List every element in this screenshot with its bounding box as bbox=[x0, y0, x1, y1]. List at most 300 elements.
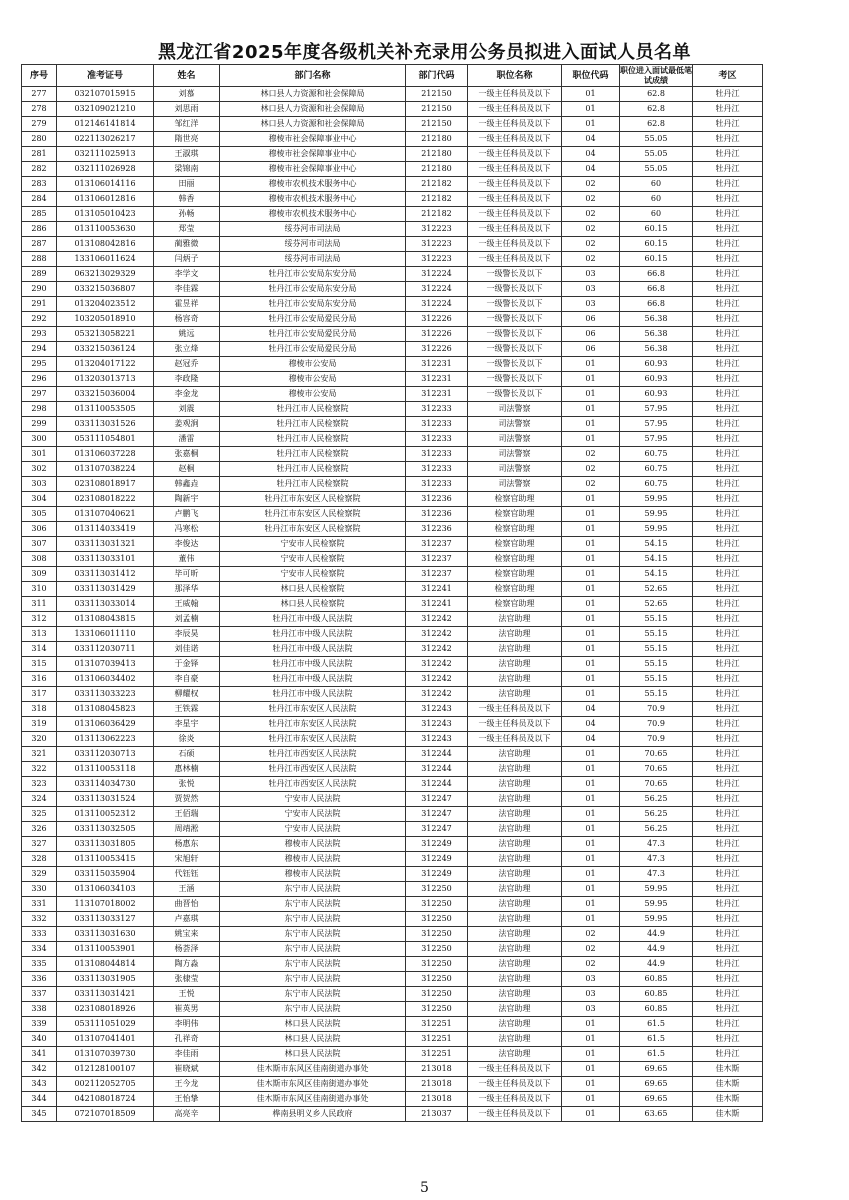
cell-position-name: 一级主任科员及以下 bbox=[468, 732, 562, 747]
cell-dept-name: 牡丹江市中级人民法院 bbox=[220, 642, 406, 657]
cell-ticket: 013106037228 bbox=[57, 447, 154, 462]
cell-name: 赵桐 bbox=[154, 462, 220, 477]
table-row bbox=[22, 492, 763, 507]
cell-dept-code: 312237 bbox=[406, 567, 468, 582]
cell-position-name: 法官助理 bbox=[468, 1032, 562, 1047]
cell-min-score: 60.85 bbox=[620, 972, 693, 987]
table-row bbox=[22, 597, 763, 612]
cell-dept-name: 牡丹江市西安区人民法院 bbox=[220, 777, 406, 792]
cell-dept-code: 312251 bbox=[406, 1032, 468, 1047]
cell-name: 李佳雨 bbox=[154, 1047, 220, 1062]
cell-region: 牡丹江 bbox=[693, 357, 763, 372]
page-title: 黑龙江省2025年度各级机关补充录用公务员拟进入面试人员名单 bbox=[157, 42, 692, 63]
cell-min-score: 47.3 bbox=[620, 852, 693, 867]
table-row bbox=[22, 387, 763, 402]
table-row bbox=[22, 1047, 763, 1062]
cell-seq: 293 bbox=[22, 327, 57, 342]
cell-position-code: 04 bbox=[562, 717, 620, 732]
cell-seq: 343 bbox=[22, 1077, 57, 1092]
cell-name: 张棣莹 bbox=[154, 972, 220, 987]
cell-ticket: 053111054801 bbox=[57, 432, 154, 447]
cell-position-name: 法官助理 bbox=[468, 672, 562, 687]
cell-ticket: 113107018002 bbox=[57, 897, 154, 912]
cell-region: 牡丹江 bbox=[693, 732, 763, 747]
cell-seq: 294 bbox=[22, 342, 57, 357]
cell-dept-name: 牡丹江市人民检察院 bbox=[220, 417, 406, 432]
cell-seq: 345 bbox=[22, 1107, 57, 1122]
cell-min-score: 61.5 bbox=[620, 1032, 693, 1047]
table-row bbox=[22, 627, 763, 642]
cell-dept-code: 212150 bbox=[406, 87, 468, 102]
cell-seq: 301 bbox=[22, 447, 57, 462]
cell-min-score: 44.9 bbox=[620, 942, 693, 957]
cell-position-code: 01 bbox=[562, 837, 620, 852]
cell-name: 隋世亮 bbox=[154, 132, 220, 147]
cell-position-code: 01 bbox=[562, 627, 620, 642]
cell-min-score: 61.5 bbox=[620, 1017, 693, 1032]
cell-ticket: 033215036807 bbox=[57, 282, 154, 297]
cell-name: 刘佳诺 bbox=[154, 642, 220, 657]
cell-position-code: 01 bbox=[562, 507, 620, 522]
cell-dept-code: 312242 bbox=[406, 657, 468, 672]
cell-dept-code: 212150 bbox=[406, 102, 468, 117]
cell-min-score: 60.93 bbox=[620, 372, 693, 387]
cell-ticket: 033215036004 bbox=[57, 387, 154, 402]
cell-position-name: 一级主任科员及以下 bbox=[468, 147, 562, 162]
table-row bbox=[22, 642, 763, 657]
cell-position-code: 01 bbox=[562, 777, 620, 792]
table-body bbox=[22, 87, 763, 1122]
table-row bbox=[22, 342, 763, 357]
cell-name: 陶方淼 bbox=[154, 957, 220, 972]
cell-min-score: 63.65 bbox=[620, 1107, 693, 1122]
cell-position-code: 04 bbox=[562, 702, 620, 717]
cell-dept-name: 牡丹江市西安区人民法院 bbox=[220, 747, 406, 762]
cell-position-code: 01 bbox=[562, 912, 620, 927]
cell-name: 王佰瑞 bbox=[154, 807, 220, 822]
cell-dept-name: 宁安市人民检察院 bbox=[220, 552, 406, 567]
cell-position-code: 01 bbox=[562, 417, 620, 432]
cell-min-score: 66.8 bbox=[620, 282, 693, 297]
cell-region: 牡丹江 bbox=[693, 582, 763, 597]
cell-region: 牡丹江 bbox=[693, 417, 763, 432]
cell-dept-name: 东宁市人民法院 bbox=[220, 957, 406, 972]
cell-position-code: 01 bbox=[562, 747, 620, 762]
cell-position-code: 02 bbox=[562, 942, 620, 957]
cell-region: 牡丹江 bbox=[693, 957, 763, 972]
cell-min-score: 54.15 bbox=[620, 537, 693, 552]
cell-region: 佳木斯 bbox=[693, 1107, 763, 1122]
cell-region: 牡丹江 bbox=[693, 537, 763, 552]
cell-seq: 337 bbox=[22, 987, 57, 1002]
table-row bbox=[22, 867, 763, 882]
cell-dept-name: 穆棱市人民法院 bbox=[220, 837, 406, 852]
cell-dept-name: 牡丹江市公安局东安分局 bbox=[220, 282, 406, 297]
cell-dept-name: 绥芬河市司法局 bbox=[220, 252, 406, 267]
cell-name: 张嘉桐 bbox=[154, 447, 220, 462]
cell-position-name: 一级主任科员及以下 bbox=[468, 702, 562, 717]
cell-name: 李俊达 bbox=[154, 537, 220, 552]
cell-position-name: 一级主任科员及以下 bbox=[468, 717, 562, 732]
cell-dept-code: 312241 bbox=[406, 582, 468, 597]
cell-min-score: 54.15 bbox=[620, 567, 693, 582]
cell-position-name: 法官助理 bbox=[468, 762, 562, 777]
cell-position-code: 01 bbox=[562, 357, 620, 372]
cell-dept-code: 312231 bbox=[406, 387, 468, 402]
cell-dept-name: 林口县人民法院 bbox=[220, 1047, 406, 1062]
cell-position-code: 01 bbox=[562, 792, 620, 807]
cell-dept-name: 佳木斯市东风区佳南街道办事处 bbox=[220, 1062, 406, 1077]
cell-seq: 339 bbox=[22, 1017, 57, 1032]
cell-min-score: 56.38 bbox=[620, 327, 693, 342]
cell-region: 牡丹江 bbox=[693, 282, 763, 297]
cell-position-name: 法官助理 bbox=[468, 867, 562, 882]
table-header-row bbox=[22, 65, 763, 87]
cell-dept-name: 牡丹江市中级人民法院 bbox=[220, 612, 406, 627]
cell-dept-code: 213018 bbox=[406, 1092, 468, 1107]
cell-region: 牡丹江 bbox=[693, 702, 763, 717]
table-row bbox=[22, 987, 763, 1002]
cell-position-name: 法官助理 bbox=[468, 1047, 562, 1062]
cell-seq: 297 bbox=[22, 387, 57, 402]
cell-dept-name: 林口县人民检察院 bbox=[220, 597, 406, 612]
cell-dept-name: 东宁市人民法院 bbox=[220, 1002, 406, 1017]
cell-min-score: 59.95 bbox=[620, 882, 693, 897]
cell-ticket: 013108044814 bbox=[57, 957, 154, 972]
cell-position-code: 02 bbox=[562, 192, 620, 207]
cell-min-score: 55.15 bbox=[620, 612, 693, 627]
cell-seq: 305 bbox=[22, 507, 57, 522]
cell-position-code: 01 bbox=[562, 1107, 620, 1122]
cell-dept-name: 牡丹江市东安区人民检察院 bbox=[220, 522, 406, 537]
cell-name: 王淑琪 bbox=[154, 147, 220, 162]
cell-min-score: 61.5 bbox=[620, 1047, 693, 1062]
cell-dept-name: 牡丹江市中级人民法院 bbox=[220, 657, 406, 672]
cell-region: 牡丹江 bbox=[693, 1017, 763, 1032]
cell-min-score: 62.8 bbox=[620, 102, 693, 117]
cell-name: 刘震 bbox=[154, 402, 220, 417]
table-row bbox=[22, 237, 763, 252]
table-row bbox=[22, 207, 763, 222]
cell-ticket: 013106014116 bbox=[57, 177, 154, 192]
cell-position-name: 司法警察 bbox=[468, 432, 562, 447]
table-row bbox=[22, 762, 763, 777]
table-row bbox=[22, 1002, 763, 1017]
cell-region: 牡丹江 bbox=[693, 132, 763, 147]
cell-position-name: 司法警察 bbox=[468, 447, 562, 462]
cell-region: 牡丹江 bbox=[693, 627, 763, 642]
cell-dept-code: 312233 bbox=[406, 462, 468, 477]
cell-region: 牡丹江 bbox=[693, 912, 763, 927]
cell-ticket: 013107039730 bbox=[57, 1047, 154, 1062]
cell-min-score: 55.15 bbox=[620, 687, 693, 702]
cell-region: 牡丹江 bbox=[693, 297, 763, 312]
table-row bbox=[22, 717, 763, 732]
cell-region: 牡丹江 bbox=[693, 387, 763, 402]
cell-name: 李星宇 bbox=[154, 717, 220, 732]
table-row bbox=[22, 192, 763, 207]
cell-ticket: 013110052312 bbox=[57, 807, 154, 822]
cell-region: 牡丹江 bbox=[693, 312, 763, 327]
cell-seq: 340 bbox=[22, 1032, 57, 1047]
cell-position-code: 01 bbox=[562, 882, 620, 897]
cell-position-name: 法官助理 bbox=[468, 852, 562, 867]
cell-dept-code: 312236 bbox=[406, 507, 468, 522]
cell-min-score: 55.15 bbox=[620, 657, 693, 672]
cell-position-code: 02 bbox=[562, 237, 620, 252]
cell-dept-code: 312250 bbox=[406, 957, 468, 972]
cell-region: 牡丹江 bbox=[693, 552, 763, 567]
cell-seq: 278 bbox=[22, 102, 57, 117]
cell-position-code: 02 bbox=[562, 222, 620, 237]
cell-dept-name: 牡丹江市公安局爱民分局 bbox=[220, 342, 406, 357]
cell-ticket: 013106034402 bbox=[57, 672, 154, 687]
cell-position-name: 法官助理 bbox=[468, 657, 562, 672]
cell-min-score: 55.15 bbox=[620, 642, 693, 657]
table-row bbox=[22, 372, 763, 387]
cell-seq: 327 bbox=[22, 837, 57, 852]
cell-dept-name: 穆棱市社会保障事业中心 bbox=[220, 132, 406, 147]
cell-position-code: 06 bbox=[562, 327, 620, 342]
cell-min-score: 56.25 bbox=[620, 792, 693, 807]
cell-region: 牡丹江 bbox=[693, 942, 763, 957]
cell-position-code: 06 bbox=[562, 312, 620, 327]
table-row bbox=[22, 747, 763, 762]
cell-region: 牡丹江 bbox=[693, 1002, 763, 1017]
cell-dept-name: 穆棱市公安局 bbox=[220, 372, 406, 387]
cell-region: 牡丹江 bbox=[693, 507, 763, 522]
cell-seq: 333 bbox=[22, 927, 57, 942]
cell-seq: 284 bbox=[22, 192, 57, 207]
cell-position-name: 法官助理 bbox=[468, 1017, 562, 1032]
cell-region: 牡丹江 bbox=[693, 657, 763, 672]
cell-position-name: 法官助理 bbox=[468, 687, 562, 702]
cell-position-code: 01 bbox=[562, 672, 620, 687]
cell-dept-code: 312249 bbox=[406, 867, 468, 882]
cell-dept-code: 312242 bbox=[406, 627, 468, 642]
cell-seq: 290 bbox=[22, 282, 57, 297]
table-row bbox=[22, 87, 763, 102]
table-row bbox=[22, 942, 763, 957]
cell-ticket: 032111026928 bbox=[57, 162, 154, 177]
cell-name: 姚远 bbox=[154, 327, 220, 342]
cell-ticket: 013110053505 bbox=[57, 402, 154, 417]
cell-dept-name: 牡丹江市东安区人民法院 bbox=[220, 732, 406, 747]
cell-min-score: 69.65 bbox=[620, 1077, 693, 1092]
cell-position-name: 法官助理 bbox=[468, 807, 562, 822]
cell-min-score: 60.75 bbox=[620, 447, 693, 462]
cell-dept-name: 东宁市人民法院 bbox=[220, 912, 406, 927]
cell-name: 张立烽 bbox=[154, 342, 220, 357]
cell-min-score: 69.65 bbox=[620, 1092, 693, 1107]
cell-ticket: 033113031429 bbox=[57, 582, 154, 597]
cell-dept-code: 212180 bbox=[406, 147, 468, 162]
cell-dept-code: 312223 bbox=[406, 252, 468, 267]
cell-dept-name: 东宁市人民法院 bbox=[220, 897, 406, 912]
cell-seq: 309 bbox=[22, 567, 57, 582]
cell-dept-name: 宁安市人民法院 bbox=[220, 807, 406, 822]
cell-min-score: 62.8 bbox=[620, 87, 693, 102]
table-row bbox=[22, 177, 763, 192]
cell-position-name: 法官助理 bbox=[468, 912, 562, 927]
cell-ticket: 033113033127 bbox=[57, 912, 154, 927]
cell-seq: 319 bbox=[22, 717, 57, 732]
cell-name: 王威翰 bbox=[154, 597, 220, 612]
cell-dept-name: 绥芬河市司法局 bbox=[220, 237, 406, 252]
cell-ticket: 033113031412 bbox=[57, 567, 154, 582]
table-row bbox=[22, 402, 763, 417]
cell-position-code: 01 bbox=[562, 852, 620, 867]
cell-position-name: 一级警长及以下 bbox=[468, 267, 562, 282]
cell-min-score: 55.15 bbox=[620, 627, 693, 642]
cell-position-name: 检察官助理 bbox=[468, 552, 562, 567]
cell-dept-name: 牡丹江市中级人民法院 bbox=[220, 687, 406, 702]
cell-name: 韩鑫垚 bbox=[154, 477, 220, 492]
cell-name: 赵冠乔 bbox=[154, 357, 220, 372]
cell-ticket: 013110053630 bbox=[57, 222, 154, 237]
cell-position-code: 01 bbox=[562, 537, 620, 552]
cell-position-code: 02 bbox=[562, 957, 620, 972]
cell-region: 牡丹江 bbox=[693, 777, 763, 792]
cell-dept-code: 312233 bbox=[406, 432, 468, 447]
cell-ticket: 033113031805 bbox=[57, 837, 154, 852]
cell-min-score: 54.15 bbox=[620, 552, 693, 567]
cell-position-name: 一级主任科员及以下 bbox=[468, 222, 562, 237]
cell-min-score: 56.25 bbox=[620, 807, 693, 822]
cell-ticket: 032107015915 bbox=[57, 87, 154, 102]
cell-ticket: 013110053901 bbox=[57, 942, 154, 957]
cell-position-name: 法官助理 bbox=[468, 882, 562, 897]
cell-min-score: 70.65 bbox=[620, 777, 693, 792]
cell-region: 牡丹江 bbox=[693, 432, 763, 447]
cell-position-name: 法官助理 bbox=[468, 612, 562, 627]
cell-min-score: 70.65 bbox=[620, 762, 693, 777]
cell-position-code: 02 bbox=[562, 462, 620, 477]
cell-dept-code: 312236 bbox=[406, 522, 468, 537]
cell-seq: 277 bbox=[22, 87, 57, 102]
cell-position-name: 法官助理 bbox=[468, 792, 562, 807]
cell-dept-code: 312233 bbox=[406, 477, 468, 492]
cell-position-code: 01 bbox=[562, 642, 620, 657]
col-header-name: 姓名 bbox=[154, 65, 220, 87]
cell-min-score: 66.8 bbox=[620, 267, 693, 282]
cell-name: 韩香 bbox=[154, 192, 220, 207]
cell-position-name: 检察官助理 bbox=[468, 597, 562, 612]
cell-ticket: 013106034103 bbox=[57, 882, 154, 897]
cell-dept-code: 312237 bbox=[406, 537, 468, 552]
cell-name: 田丽 bbox=[154, 177, 220, 192]
cell-dept-name: 牡丹江市中级人民法院 bbox=[220, 627, 406, 642]
cell-position-code: 03 bbox=[562, 987, 620, 1002]
cell-min-score: 60 bbox=[620, 207, 693, 222]
cell-min-score: 56.25 bbox=[620, 822, 693, 837]
cell-name: 王悦 bbox=[154, 987, 220, 1002]
cell-seq: 279 bbox=[22, 117, 57, 132]
cell-dept-name: 牡丹江市公安局东安分局 bbox=[220, 267, 406, 282]
cell-position-name: 法官助理 bbox=[468, 627, 562, 642]
cell-dept-code: 212182 bbox=[406, 192, 468, 207]
cell-min-score: 56.38 bbox=[620, 312, 693, 327]
table-row bbox=[22, 822, 763, 837]
cell-dept-code: 312244 bbox=[406, 777, 468, 792]
cell-seq: 281 bbox=[22, 147, 57, 162]
table-row bbox=[22, 312, 763, 327]
cell-region: 牡丹江 bbox=[693, 252, 763, 267]
cell-seq: 287 bbox=[22, 237, 57, 252]
cell-dept-code: 312250 bbox=[406, 972, 468, 987]
cell-region: 牡丹江 bbox=[693, 162, 763, 177]
cell-dept-name: 牡丹江市中级人民法院 bbox=[220, 672, 406, 687]
cell-region: 牡丹江 bbox=[693, 477, 763, 492]
cell-position-code: 01 bbox=[562, 492, 620, 507]
cell-name: 那泽华 bbox=[154, 582, 220, 597]
cell-seq: 321 bbox=[22, 747, 57, 762]
cell-ticket: 033114034730 bbox=[57, 777, 154, 792]
cell-min-score: 59.95 bbox=[620, 492, 693, 507]
cell-ticket: 013114033419 bbox=[57, 522, 154, 537]
cell-ticket: 053111051029 bbox=[57, 1017, 154, 1032]
cell-position-name: 检察官助理 bbox=[468, 537, 562, 552]
cell-seq: 336 bbox=[22, 972, 57, 987]
cell-dept-code: 312250 bbox=[406, 912, 468, 927]
cell-seq: 289 bbox=[22, 267, 57, 282]
cell-region: 牡丹江 bbox=[693, 837, 763, 852]
cell-position-name: 法官助理 bbox=[468, 987, 562, 1002]
cell-dept-name: 林口县人民检察院 bbox=[220, 582, 406, 597]
cell-ticket: 033113031526 bbox=[57, 417, 154, 432]
cell-position-name: 一级主任科员及以下 bbox=[468, 162, 562, 177]
cell-dept-code: 312243 bbox=[406, 702, 468, 717]
cell-ticket: 013204023512 bbox=[57, 297, 154, 312]
col-header-dept-code: 部门代码 bbox=[406, 65, 468, 87]
cell-seq: 291 bbox=[22, 297, 57, 312]
cell-region: 牡丹江 bbox=[693, 567, 763, 582]
cell-min-score: 59.95 bbox=[620, 507, 693, 522]
cell-ticket: 013107039413 bbox=[57, 657, 154, 672]
cell-dept-name: 牡丹江市人民检察院 bbox=[220, 432, 406, 447]
table-row bbox=[22, 1062, 763, 1077]
cell-seq: 303 bbox=[22, 477, 57, 492]
cell-min-score: 55.05 bbox=[620, 162, 693, 177]
cell-dept-code: 312223 bbox=[406, 222, 468, 237]
cell-ticket: 013108042816 bbox=[57, 237, 154, 252]
cell-min-score: 55.05 bbox=[620, 147, 693, 162]
cell-dept-name: 宁安市人民检察院 bbox=[220, 567, 406, 582]
table-row bbox=[22, 852, 763, 867]
cell-position-name: 法官助理 bbox=[468, 897, 562, 912]
cell-name: 刘思雨 bbox=[154, 102, 220, 117]
cell-dept-name: 佳木斯市东风区佳南街道办事处 bbox=[220, 1077, 406, 1092]
cell-region: 牡丹江 bbox=[693, 927, 763, 942]
cell-dept-code: 312251 bbox=[406, 1017, 468, 1032]
cell-position-code: 03 bbox=[562, 297, 620, 312]
cell-region: 牡丹江 bbox=[693, 807, 763, 822]
cell-min-score: 66.8 bbox=[620, 297, 693, 312]
cell-dept-name: 牡丹江市东安区人民法院 bbox=[220, 702, 406, 717]
cell-name: 李政隆 bbox=[154, 372, 220, 387]
cell-seq: 324 bbox=[22, 792, 57, 807]
cell-name: 宋旭轩 bbox=[154, 852, 220, 867]
cell-min-score: 60.85 bbox=[620, 1002, 693, 1017]
cell-name: 王涵 bbox=[154, 882, 220, 897]
table-row bbox=[22, 882, 763, 897]
cell-ticket: 012128100107 bbox=[57, 1062, 154, 1077]
cell-name: 代钰钰 bbox=[154, 867, 220, 882]
cell-position-code: 01 bbox=[562, 867, 620, 882]
table-row bbox=[22, 1077, 763, 1092]
cell-region: 牡丹江 bbox=[693, 642, 763, 657]
cell-dept-code: 312249 bbox=[406, 852, 468, 867]
